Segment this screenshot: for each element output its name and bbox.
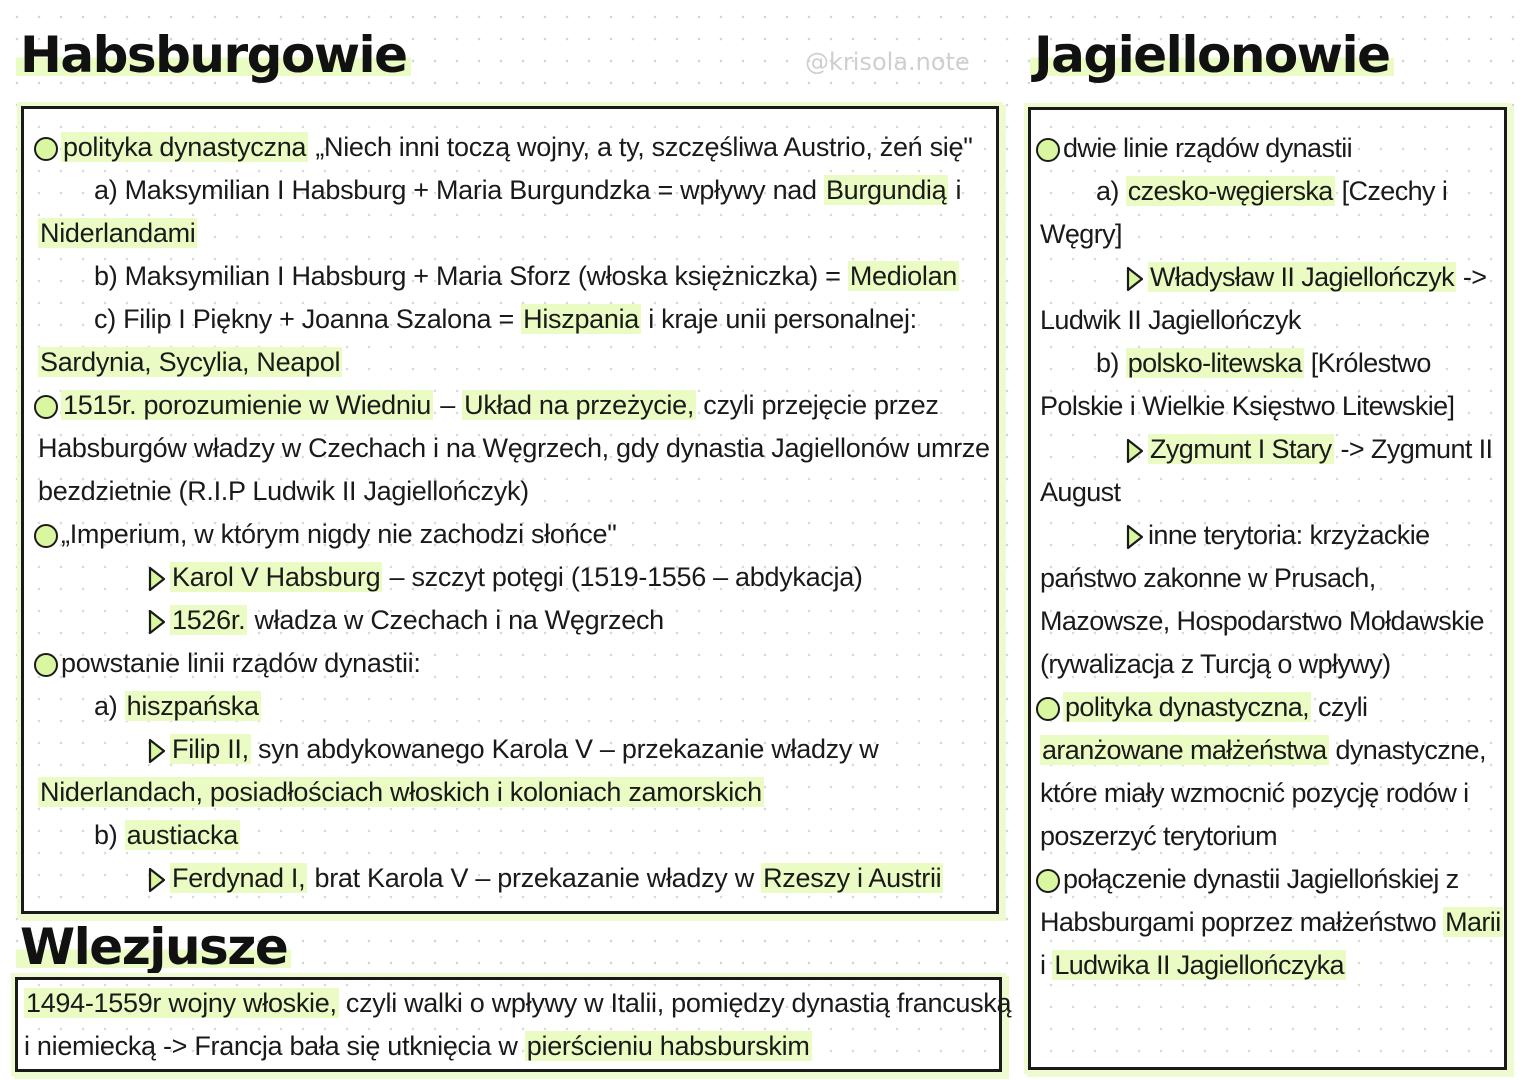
text: a) Maksymilian I Habsburg + Maria Burgundzka = wpływy nad <box>94 175 824 205</box>
arrow-triangle-icon <box>1126 438 1144 464</box>
watermark: @krisola.note <box>805 48 970 76</box>
text: [Czechy i <box>1334 176 1448 206</box>
text: czyli walki o wpływy w Italii, pomiędzy dynastią francuską <box>338 988 1012 1018</box>
highlight: Burgundią <box>825 175 947 205</box>
jagiellon-notes-box <box>1028 107 1507 1070</box>
jagiellon-point-1b <box>1040 342 1494 385</box>
jagiellon-point-1 <box>1040 127 1494 170</box>
habsburg-point-4a <box>38 685 986 728</box>
highlight: polsko-litewska <box>1127 348 1302 378</box>
jagiellon-point-1b-sub-cont: August <box>1040 477 1121 507</box>
highlight: hiszpańska <box>126 691 259 721</box>
text: a) <box>1096 176 1126 206</box>
highlight: Układ na przeżycie, <box>464 390 695 420</box>
jagiellon-point-1a <box>1040 170 1494 213</box>
highlight: 1494-1559r wojny włoskie, <box>26 988 337 1018</box>
arrow-triangle-icon <box>148 609 166 635</box>
wlochy-notes-content <box>18 980 1012 1069</box>
text: i <box>948 175 962 205</box>
highlight: Filip II, <box>172 734 249 764</box>
jagiellon-point-2 <box>1040 686 1494 729</box>
highlight: Władysław II Jagiellończyk <box>1150 262 1455 292</box>
jagiellon-point-3-line2 <box>1040 901 1501 944</box>
heading-habsburgowie: Habsburgowie <box>16 30 411 80</box>
highlight: Ferdynad I, <box>172 863 306 893</box>
arrow-triangle-icon <box>148 867 166 893</box>
highlight: polityka dynastyczna <box>63 132 307 162</box>
heading-wlochy: Wlezjusze <box>16 922 291 972</box>
jagiellon-point-1b-cont: Polskie i Wielkie Księstwo Litewskie] <box>1040 391 1455 421</box>
habsburg-point-1b <box>38 255 986 298</box>
bullet-dot-icon <box>34 395 58 419</box>
jagiellon-notes-content <box>1031 110 1504 1067</box>
highlight: Zygmunt I Stary <box>1150 434 1332 464</box>
wlochy-line-1 <box>24 982 1012 1025</box>
text: Habsburgami poprzez małżeństwo <box>1040 907 1444 937</box>
wlochy-notes-box <box>15 977 1012 1072</box>
text: powstanie linii rządów dynastii: <box>61 648 421 678</box>
highlight: Hiszpania <box>523 304 640 334</box>
highlight: Rzeszy i Austrii <box>763 863 942 893</box>
habsburg-point-1a-cont <box>38 212 986 255</box>
bullet-dot-icon <box>1036 697 1060 721</box>
highlight: aranżowane małżeństwa <box>1042 735 1327 765</box>
highlight: Karol V Habsburg <box>172 562 381 592</box>
habsburg-point-1a <box>38 169 986 212</box>
text: syn abdykowanego Karola V – przekazanie władzy w <box>250 734 879 764</box>
arrow-triangle-icon <box>1126 266 1144 292</box>
highlight: 1515r. porozumienie w Wiedniu <box>63 390 432 420</box>
habsburg-point-1 <box>38 126 986 169</box>
highlight: Mediolan <box>849 261 958 291</box>
jagiellon-point-3 <box>1040 858 1494 901</box>
jagiellon-point-1b-sub <box>1040 428 1494 471</box>
habsburg-point-2-line3: bezdzietnie (R.I.P Ludwik II Jagiellończyk) <box>38 476 529 506</box>
text: – <box>433 390 463 420</box>
text: [Królestwo <box>1303 348 1431 378</box>
text: b) <box>1096 348 1126 378</box>
highlight: 1526r. <box>172 605 246 635</box>
jagiellon-point-1a-sub <box>1040 256 1494 299</box>
jagiellon-point-1c-line3: Mazowsze, Hospodarstwo Mołdawskie <box>1040 606 1484 636</box>
text: czyli przejęcie przez <box>696 390 939 420</box>
habsburg-point-4b-sub <box>38 857 986 900</box>
bullet-dot-icon <box>34 137 58 161</box>
heading-jagiellonowie: Jagiellonowie <box>1030 30 1394 80</box>
jagiellon-point-1a-cont: Węgry] <box>1040 219 1122 249</box>
text: władza w Czechach i na Węgrzech <box>247 605 664 635</box>
highlight: Ludwika II Jagiellończyka <box>1054 950 1344 980</box>
habsburg-point-4 <box>38 642 986 685</box>
bullet-dot-icon <box>1036 869 1060 893</box>
text: i niemiecką -> Francja bała się utknięcia w <box>24 1031 525 1061</box>
jagiellon-point-2-line4: poszerzyć terytorium <box>1040 821 1278 851</box>
bullet-dot-icon <box>34 653 58 677</box>
highlight: austiacka <box>126 820 238 850</box>
bullet-dot-icon <box>34 524 58 548</box>
text: dwie linie rządów dynastii <box>1063 133 1353 163</box>
bullet-dot-icon <box>1036 138 1060 162</box>
text: i kraje unii personalnej: <box>641 304 917 334</box>
habsburg-point-3 <box>38 513 986 556</box>
habsburg-point-4a-sub <box>38 728 986 771</box>
highlight: pierścieniu habsburskim <box>526 1031 810 1061</box>
highlight: Niderlandach, posiadłościach włoskich i koloniach zamorskich <box>40 777 762 807</box>
text: połączenie dynastii Jagiellońskiej z <box>1063 864 1459 894</box>
text: czyli <box>1311 692 1368 722</box>
text: – szczyt potęgi (1519-1556 – abdykacja) <box>382 562 863 592</box>
text: brat Karola V – przekazanie władzy w <box>307 863 762 893</box>
highlight: Marii <box>1445 907 1501 937</box>
habsburg-point-2 <box>38 384 986 427</box>
habsburg-point-3-sub2 <box>38 599 986 642</box>
arrow-triangle-icon <box>1126 524 1144 550</box>
habsburg-point-3-sub1 <box>38 556 986 599</box>
habsburg-notes-content <box>24 109 996 911</box>
jagiellon-point-1c-sub <box>1040 514 1494 557</box>
text: a) <box>94 691 125 721</box>
text: c) Filip I Piękny + Joanna Szalona = <box>94 304 522 334</box>
jagiellon-point-2-line3: które miały wzmocnić pozycję rodów i <box>1040 778 1469 808</box>
habsburg-notes-box <box>21 106 999 914</box>
jagiellon-point-3-line3 <box>1040 944 1494 987</box>
highlight: czesko-węgierska <box>1127 176 1333 206</box>
text: dynastyczne, <box>1328 735 1486 765</box>
highlight: Sardynia, Sycylia, Neapol <box>40 347 341 377</box>
text: inne terytoria: krzyżackie <box>1148 520 1430 550</box>
highlight: polityka dynastyczna, <box>1065 692 1310 722</box>
text: „Imperium, w którym nigdy nie zachodzi słońce" <box>61 519 617 549</box>
arrow-triangle-icon <box>148 566 166 592</box>
jagiellon-point-1c-line4: (rywalizacja z Turcją o wpływy) <box>1040 649 1391 679</box>
habsburg-point-2-line2: Habsburgów władzy w Czechach i na Węgrzech, gdy dynastia Jagiellonów umrze <box>38 433 990 463</box>
habsburg-point-4b <box>38 814 986 857</box>
arrow-triangle-icon <box>148 738 166 764</box>
text: -> Zygmunt II <box>1333 434 1493 464</box>
wlochy-line-2 <box>24 1025 989 1068</box>
habsburg-point-1c-cont <box>38 341 986 384</box>
jagiellon-point-1c-line2: państwo zakonne w Prusach, <box>1040 563 1376 593</box>
text: b) <box>94 820 125 850</box>
jagiellon-point-2-line2 <box>1040 729 1494 772</box>
text: „Niech inni toczą wojny, a ty, szczęśliwa Austrio, żeń się" <box>308 132 973 162</box>
jagiellon-point-1a-sub-cont: Ludwik II Jagiellończyk <box>1040 305 1301 335</box>
habsburg-point-4a-sub-cont <box>38 771 986 814</box>
text: i <box>1040 950 1053 980</box>
habsburg-point-1c <box>38 298 986 341</box>
highlight: Niderlandami <box>40 218 196 248</box>
text: -> <box>1456 262 1487 292</box>
text: b) Maksymilian I Habsburg + Maria Sforz (włoska księżniczka) = <box>94 261 848 291</box>
